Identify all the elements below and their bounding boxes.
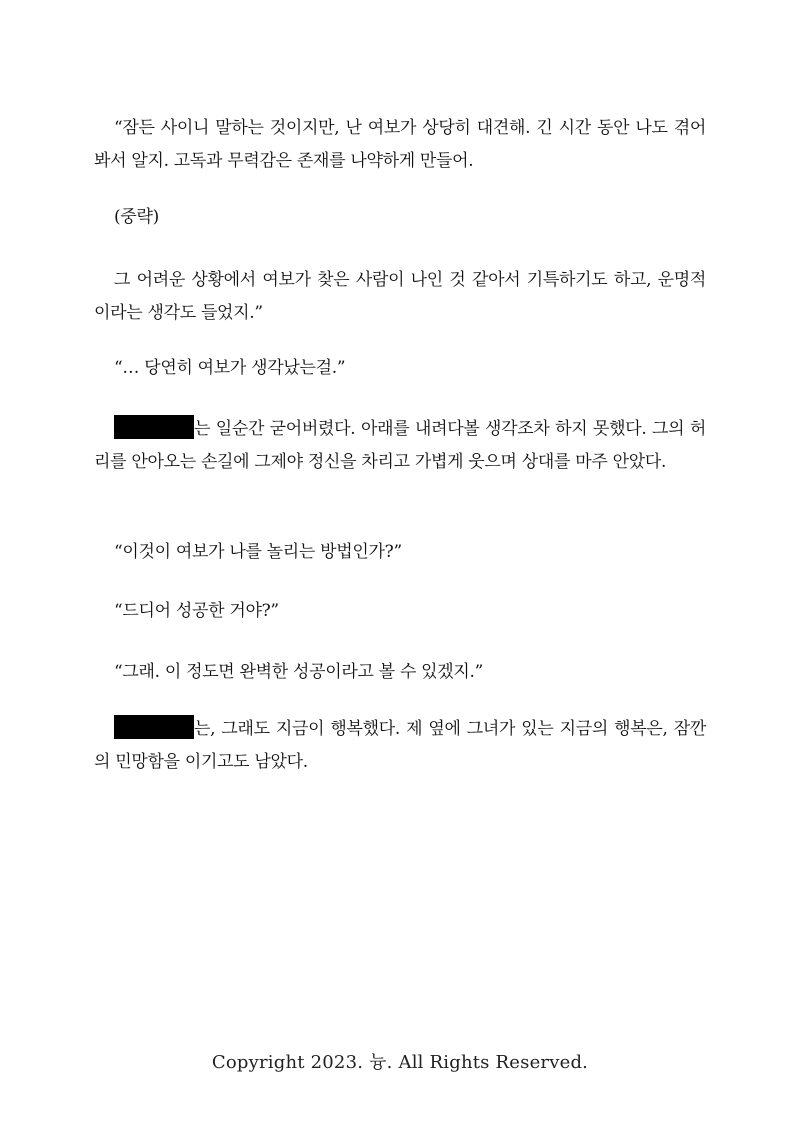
paragraph-narration-2 [94, 713, 706, 779]
paragraph-dialogue-2: 그 어려운 상황에서 여보가 찾은 사람이 나인 것 같아서 기특하기도 하고, 운명적이라는 생각도 들었지.” [94, 270, 706, 323]
paragraph-omission-note: (중략) [114, 207, 159, 227]
redacted-name-block [114, 715, 194, 739]
copyright-footer: Copyright 2023. 늉. All Rights Reserved. [211, 1052, 589, 1073]
paragraph-dialogue-4: “이것이 여보가 나를 놀리는 방법인가?” [114, 542, 402, 562]
paragraph-dialogue-3: “… 당연히 여보가 생각났는걸.” [114, 358, 346, 378]
paragraph-dialogue-5: “드디어 성공한 거야?” [114, 601, 279, 621]
paragraph-narration-1 [94, 413, 706, 479]
paragraph-dialogue-1: “잠든 사이니 말하는 것이지만, 난 여보가 상당히 대견해. 긴 시간 동안 나도 겪어봐서 알지. 고독과 무력감은 존재를 나약하게 만들어. [94, 118, 706, 171]
narration-1-text: 는 일순간 굳어버렸다. 아래를 내려다볼 생각조차 하지 못했다. 그의 허리를 안아오는 손길에 그제야 정신을 차리고 가볍게 웃으며 상대를 마주 안았다. [94, 419, 706, 472]
paragraph-dialogue-6: “그래. 이 정도면 완벽한 성공이라고 볼 수 있겠지.” [114, 662, 484, 682]
redacted-name-block [114, 415, 194, 439]
narration-2-text: 는, 그래도 지금이 행복했다. 제 옆에 그녀가 있는 지금의 행복은, 잠깐의 민망함을 이기고도 남았다. [94, 719, 706, 772]
